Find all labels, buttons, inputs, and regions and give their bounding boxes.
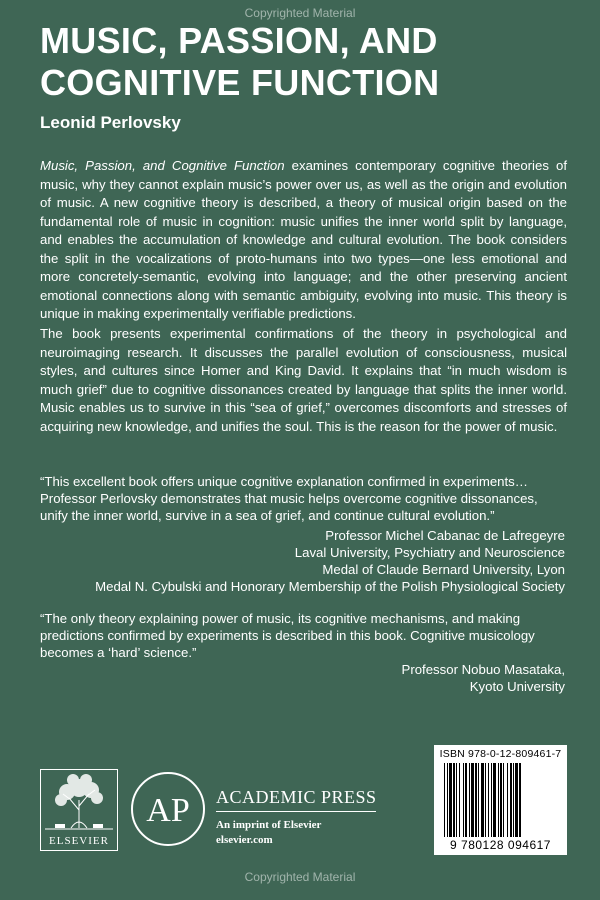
barcode-digits: 9 780128 094617 [450, 838, 551, 852]
elsevier-logo [40, 769, 118, 851]
attribution-line: Kyoto University [469, 679, 565, 694]
endorsement-quote-1: “This excellent book offers unique cognitive explanation confirmed in experiments… Professor Perlovsky demonstrates that music helps overcome cognitive dissonances, unify the inner world, survive in a sea of grief, and continue cultural evolution.” [40, 474, 538, 523]
academic-press-name: ACADEMIC PRESS [216, 787, 377, 807]
watermark-bottom: Copyrighted Material [244, 870, 356, 884]
attribution-line: Professor Nobuo Masataka, [401, 662, 565, 677]
isbn-label: ISBN 978-0-12-809461-7 [439, 748, 562, 760]
attribution-line: Medal N. Cybulski and Honorary Membership of the Polish Physiological Society [95, 579, 565, 594]
title-line-1: MUSIC, PASSION, AND [40, 20, 438, 61]
isbn-barcode [434, 745, 567, 855]
attribution-line: Laval University, Psychiatry and Neuroscience [294, 545, 565, 560]
attribution-line: Professor Michel Cabanac de Lafregeyre [325, 528, 565, 543]
description-text-1: examines contemporary cognitive theories of music, why they cannot explain music’s power over us, as well as the origin and evolution of music. A new cognitive theory is described, a theory of musical origin based on the fundamental role of music in cognition: music unifies the inner world split by language, and enables the accumulation of knowledge and cultural evolution. The book considers the split in the vocalizations of proto-humans into two types—one less emotional and more concretely-semantic, evolving into language; and the other preserving ancient emotional connections along with semantic ambiguity, evolving into music. This theory is unique in making experimentally verifiable predictions. [40, 158, 567, 321]
attribution-line: Medal of Claude Bernard University, Lyon [322, 562, 565, 577]
book-title-italic: Music, Passion, and Cognitive Function [40, 158, 285, 173]
watermark-top: Copyrighted Material [244, 6, 356, 20]
description-paragraph-1 [40, 157, 567, 324]
publisher-divider [216, 811, 376, 812]
publisher-website: elsevier.com [216, 834, 273, 846]
ap-monogram: AP [146, 792, 190, 829]
endorsement-quote-2: “The only theory explaining power of music, its cognitive mechanisms, and making predictions confirmed by experiments is described in this book. Cognitive musicology becomes a ‘hard’ science.” [40, 611, 535, 660]
book-title [40, 20, 580, 104]
endorsement-attribution-2 [402, 661, 565, 695]
academic-press-logo [130, 771, 206, 847]
publisher-imprint: An imprint of Elsevier [216, 819, 322, 831]
barcode-bars [444, 763, 557, 837]
elsevier-wordmark: ELSEVIER [49, 835, 109, 847]
elsevier-tree-icon [41, 770, 117, 834]
title-line-2: COGNITIVE FUNCTION [40, 62, 440, 103]
endorsement-attribution-1 [95, 527, 565, 595]
author-name: Leonid Perlovsky [40, 113, 181, 132]
description-paragraph-2: The book presents experimental confirmations of the theory in psychological and neuroimaging research. It discusses the parallel evolution of consciousness, musical styles, and cultures since Homer and King David. It explains that “in much wisdom is much grief” due to cognitive dissonances created by language that splits the inner world. Music enables us to survive in this “sea of grief,” overcomes discomforts and stresses of acquiring new knowledge, and unifies the soul. This is the reason for the power of music. [40, 326, 567, 434]
